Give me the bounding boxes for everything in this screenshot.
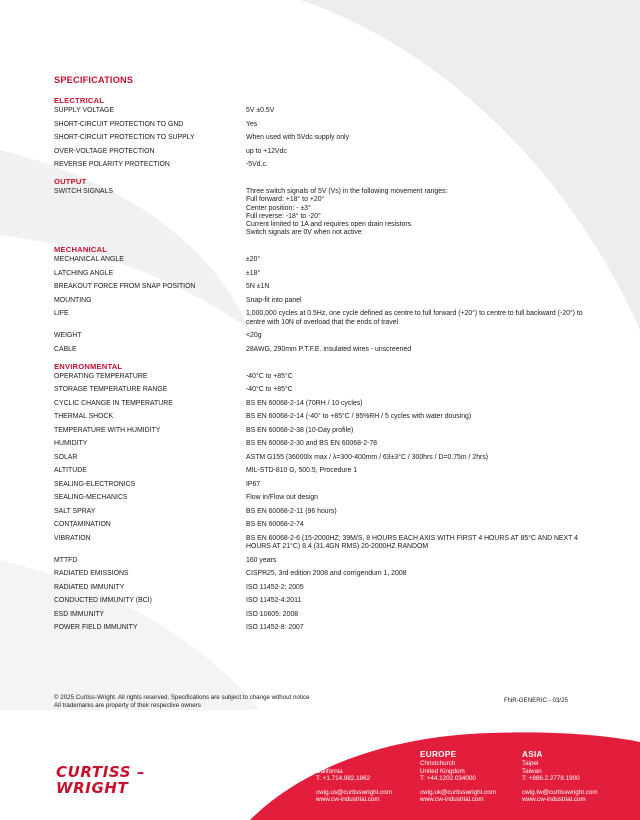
spec-label: MOUNTING — [54, 296, 92, 304]
spec-value-line: Three switch signals of 5V (Vs) in the following movement ranges: — [246, 188, 448, 196]
contact-europe — [420, 750, 496, 804]
spec-value — [246, 297, 594, 305]
spec-label: RADIATED EMISSIONS — [54, 570, 129, 578]
spec-value — [246, 400, 594, 408]
spec-label: SOLAR — [54, 453, 78, 461]
area: Taiwan — [522, 767, 542, 775]
spec-row — [54, 624, 594, 632]
spec-label: HUMIDITY — [54, 440, 88, 448]
city: LA — [316, 760, 324, 767]
page-title: SPECIFICATIONS — [54, 75, 134, 85]
spec-row — [54, 297, 594, 305]
spec-label: SUPPLY VOLTAGE — [54, 107, 114, 114]
spec-value — [246, 584, 594, 592]
spec-value — [246, 310, 594, 326]
region-name: USA — [316, 750, 335, 759]
spec-value-line: Snap-fit into panel — [246, 296, 302, 304]
spec-value-line: BS EN 60068-2-38 (10-Day profile) — [246, 426, 354, 434]
specifications-table — [54, 96, 594, 638]
spec-label: CABLE — [54, 345, 77, 353]
spec-row — [54, 270, 594, 278]
spec-label: SHORT-CIRCUIT PROTECTION TO GND — [54, 120, 184, 128]
email-link[interactable]: cwig.uk@curtisswright.com — [420, 788, 497, 796]
copyright-text: © 2025 Curtiss-Wright. All rights reserved. Specifications are subject to change without notice — [54, 694, 310, 701]
section-heading: ENVIRONMENTAL — [54, 361, 123, 371]
spec-value-line: Current limited to 1A and requires open drain resistors — [246, 221, 412, 229]
spec-value — [246, 121, 594, 129]
spec-value — [246, 624, 594, 632]
spec-row — [54, 346, 594, 354]
spec-row — [54, 386, 594, 394]
spec-value-line: IP67 — [246, 480, 261, 488]
spec-value-line: 5V ±0.5V — [246, 107, 275, 114]
spec-value-line: Switch signals are 0V when not active — [246, 229, 362, 237]
spec-row — [54, 148, 594, 156]
spec-label: THERMAL SHOCK — [54, 413, 114, 421]
spec-value-line: BS EN 60068-2-30 and BS EN 60068-2-78 — [246, 440, 378, 448]
logo-line-1: CURTISS – — [56, 763, 146, 781]
spec-label: CYCLIC CHANGE IN TEMPERATURE — [54, 399, 173, 407]
region-name: EUROPE — [420, 750, 457, 759]
spec-value — [246, 611, 594, 619]
spec-value — [246, 188, 594, 237]
spec-value-line: ISO 11452-8: 2007 — [246, 624, 304, 632]
spec-value-line: When used with 5Vdc supply only — [246, 134, 350, 141]
spec-label: VIBRATION — [54, 534, 91, 542]
document-code: FNR-GENERIC - 03/25 — [504, 697, 568, 704]
website-link[interactable]: www.cw-industrial.com — [420, 796, 484, 804]
spec-value — [246, 413, 594, 421]
spec-value-line: 1,000,000 cycles at 0.5Hz, one cycle defined as centre to full forward (+20°) to centre to full backward (-20°) to centre with 10N of overload that the ends of travel — [246, 310, 583, 326]
phone: T: +1.714.982.1862 — [316, 775, 371, 783]
spec-value — [246, 481, 594, 489]
curtiss-wright-logo — [56, 764, 145, 796]
spec-value — [246, 508, 594, 516]
spec-row — [54, 454, 594, 462]
spec-row — [54, 332, 594, 340]
spec-row — [54, 256, 594, 264]
phone: T: +886.2.2778.1900 — [522, 775, 580, 783]
spec-value-line: BS EN 60068-2-11 (96 hours) — [246, 507, 337, 515]
spec-value — [246, 521, 594, 529]
spec-value-line: Yes — [246, 120, 258, 128]
spec-row — [54, 467, 594, 475]
contact-usa — [316, 750, 392, 804]
email-link[interactable]: cwig.us@curtisswright.com — [316, 788, 393, 796]
spec-label: TEMPERATURE WITH HUMIDITY — [54, 426, 161, 434]
spec-value-line: ISO 10605: 2008 — [246, 610, 299, 618]
spec-value-line: 5N ±1N — [246, 283, 270, 291]
spec-label: SEALING-MECHANICS — [54, 494, 128, 502]
spec-row — [54, 121, 594, 129]
spec-value-line: Full reverse: -18° to -20° — [246, 212, 321, 220]
spec-value-line: MIL-STD-810 G, 500.5, Procedure 1 — [246, 467, 358, 475]
spec-value — [246, 597, 594, 605]
spec-value-line: -5Vd.c. — [246, 161, 268, 168]
spec-value — [246, 494, 594, 502]
spec-row — [54, 494, 594, 502]
area: United Kingdom — [420, 767, 465, 775]
spec-row — [54, 508, 594, 516]
spec-value — [246, 557, 594, 565]
spec-value — [246, 256, 594, 264]
spec-label: SALT SPRAY — [54, 507, 96, 515]
spec-value — [246, 467, 594, 475]
spec-value-line: Full forward: +18° to +20° — [246, 196, 325, 204]
spec-value — [246, 283, 594, 291]
spec-row — [54, 134, 594, 142]
spec-value — [246, 373, 594, 381]
spec-row — [54, 535, 594, 551]
spec-row — [54, 413, 594, 421]
spec-label: CONTAMINATION — [54, 521, 111, 529]
spec-value — [246, 148, 594, 156]
city: Taipei — [522, 760, 539, 767]
spec-label: LIFE — [54, 310, 69, 318]
spec-value — [246, 427, 594, 435]
spec-label: SEALING-ELECTRONICS — [54, 480, 136, 488]
spec-value-line: CISPR25, 3rd edition 2008 and corrigendum 1, 2008 — [246, 570, 407, 578]
logo-line-2: WRIGHT — [56, 779, 129, 797]
spec-value — [246, 270, 594, 278]
spec-value — [246, 440, 594, 448]
spec-row — [54, 481, 594, 489]
spec-label: SHORT-CIRCUIT PROTECTION TO SUPPLY — [54, 134, 195, 141]
region-name: ASIA — [522, 750, 543, 759]
spec-label: ESD IMMUNITY — [54, 610, 105, 618]
spec-value-line: 160 years — [246, 556, 277, 564]
trademark-text: All trademarks are property of their respective owners — [54, 702, 201, 710]
spec-label: MTTFD — [54, 556, 78, 564]
spec-value — [246, 346, 594, 354]
email-link[interactable]: cwig.tw@curtisswright.com — [522, 788, 598, 796]
city: Christchurch — [420, 760, 456, 767]
spec-row — [54, 283, 594, 291]
legal-note — [54, 694, 310, 710]
spec-label: OPERATING TEMPERATURE — [54, 372, 148, 380]
spec-value-line: <20g — [246, 332, 262, 340]
website-link[interactable]: www.cw-industrial.com — [522, 796, 586, 804]
spec-value-line: 28AWG, 290mm P.T.F.E. insulated wires - unscreened — [246, 345, 412, 353]
spec-row — [54, 611, 594, 619]
spec-label: OVER-VOLTAGE PROTECTION — [54, 147, 155, 155]
spec-row — [54, 400, 594, 408]
section-heading: ELECTRICAL — [54, 96, 105, 105]
spec-value — [246, 386, 594, 394]
spec-value-line: Center position: - ±3° — [246, 204, 311, 212]
spec-value-line: ISO 11452-4:2011 — [246, 597, 302, 605]
section-heading: OUTPUT — [54, 177, 87, 187]
spec-label: BREAKOUT FORCE FROM SNAP POSITION — [54, 283, 196, 291]
spec-value — [246, 161, 594, 169]
spec-value — [246, 454, 594, 462]
spec-value — [246, 134, 594, 142]
spec-row — [54, 584, 594, 592]
spec-value-line: ISO 11452-2; 2005 — [246, 583, 304, 591]
contact-asia — [522, 750, 598, 804]
spec-label: POWER FIELD IMMUNITY — [54, 624, 138, 632]
website-link[interactable]: www.cw-industrial.com — [316, 796, 380, 804]
spec-row — [54, 570, 594, 578]
spec-row — [54, 107, 594, 115]
spec-value-line: Flow in/Flow out design — [246, 494, 319, 502]
spec-label: REVERSE POLARITY PROTECTION — [54, 161, 170, 168]
spec-value-line: -40°C to +85°C — [246, 386, 293, 394]
spec-label: RADIATED IMMUNITY — [54, 583, 125, 591]
spec-row — [54, 373, 594, 381]
spec-label: SWITCH SIGNALS — [54, 188, 113, 196]
spec-row — [54, 440, 594, 448]
spec-value — [246, 570, 594, 578]
spec-row — [54, 427, 594, 435]
spec-label: WEIGHT — [54, 332, 82, 340]
area: California — [316, 767, 343, 775]
spec-value-line: ±20° — [246, 256, 261, 264]
spec-row — [54, 161, 594, 169]
spec-label: STORAGE TEMPERATURE RANGE — [54, 386, 168, 394]
spec-label: MECHANICAL ANGLE — [54, 256, 124, 264]
spec-value — [246, 107, 594, 115]
spec-row — [54, 557, 594, 565]
spec-row — [54, 597, 594, 605]
section-heading: MECHANICAL — [54, 245, 108, 255]
spec-value — [246, 332, 594, 340]
spec-value-line: ±18° — [246, 269, 261, 277]
spec-value-line: -40°C to +85°C — [246, 372, 293, 380]
spec-value-line: BS EN 60068-2-74 — [246, 521, 304, 529]
spec-label: LATCHING ANGLE — [54, 269, 114, 277]
spec-label: CONDUCTED IMMUNITY (BCI) — [54, 597, 152, 605]
spec-row — [54, 188, 594, 237]
spec-value-line: ASTM G155 (36000lx max / λ=300-400mm / 63±3°C / 300hrs / D=0.75m / 2hrs) — [246, 453, 489, 461]
spec-value — [246, 535, 594, 551]
spec-value-line: BS EN 60068-2-14 (-40° to +85°C / 95%RH / 5 cycles with water dousing) — [246, 413, 472, 421]
spec-value-line: up to +12Vdc — [246, 147, 287, 155]
spec-value-line: BS EN 60068-2-6 (15-2000HZ; 39M/S, 8 HOURS EACH AXIS WITH FIRST 4 HOURS AT 85°C AND NEXT 4 HOURS AT 21°C) 8.4 (31.4GN RMS) 20-2000HZ RANDOM — [246, 534, 578, 551]
spec-value-line: BS EN 60068-2-14 (70RH / 10 cycles) — [246, 399, 363, 407]
spec-row — [54, 521, 594, 529]
spec-label: ALTITUDE — [54, 467, 87, 475]
phone: T: +44.1202.034000 — [420, 775, 476, 783]
spec-row — [54, 310, 594, 326]
